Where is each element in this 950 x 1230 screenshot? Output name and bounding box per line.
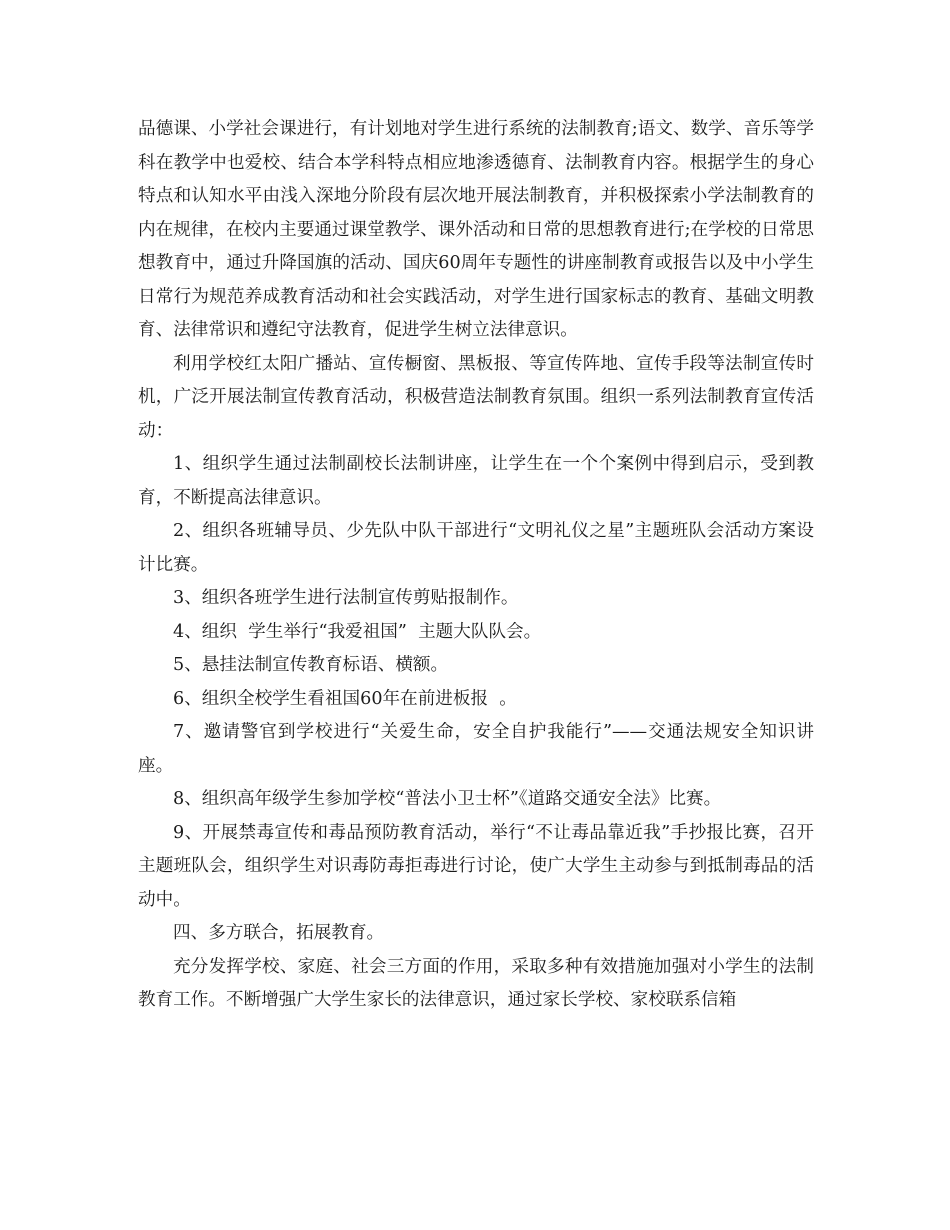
list-item-5: 5、悬挂法制宣传教育标语、横额。 [173, 655, 449, 675]
list-item-6: 6、组织全校学生看祖国60年在前进板报 。 [173, 688, 517, 709]
list-item-8: 8、组织高年级学生参加学校“普法小卫士杯”《道路交通安全法》比赛。 [173, 789, 722, 809]
paragraph-intro: 品德课、小学社会课进行，有计划地对学生进行系统的法制教育;语文、数学、音乐等学科在教学中也爱校、结合本学科特点相应地渗透德育、法制教育内容。根据学生的身心特点和认知水平由浅入深地分阶段有层次地开展法制教育，并积极探索小学法制教育的内在规律，在校内主要通过课堂教学、课外活动和日常的思想教育进行;在学校的日常思想教育中，通过升降国旗的活动、国庆60周年专题性的讲座制教育或报告以及中小学生日常行为规范养成教育活动和社会实践活动，对学生进行国家标志的教育、基础文明教育、法律常识和遵纪守法教育，促进学生树立法律意识。 [138, 119, 814, 340]
list-item-1: 1、组织学生通过法制副校长法制讲座，让学生在一个个案例中得到启示，受到教育，不断提高法律意识。 [138, 454, 814, 508]
list-item-4: 4、组织 学生举行“我爱祖国” 主题大队队会。 [173, 621, 542, 642]
list-item-7: 7、邀请警官到学校进行“关爱生命，安全自护我能行”——交通法规安全知识讲座。 [138, 722, 814, 776]
section-heading-4: 四、多方联合，拓展教育。 [173, 923, 385, 943]
document-page [138, 113, 814, 1018]
paragraph-cooperation: 充分发挥学校、家庭、社会三方面的作用，采取多种有效措施加强对小学生的法制教育工作。不断增强广大学生家长的法律意识，通过家长学校、家校联系信箱 [138, 956, 814, 1010]
list-item-9: 9、开展禁毒宣传和毒品预防教育活动，举行“不让毒品靠近我”手抄报比赛，召开主题班队会，组织学生对识毒防毒拒毒进行讨论，使广大学生主动参与到抵制毒品的活动中。 [138, 822, 814, 910]
paragraph-publicity: 利用学校红太阳广播站、宣传橱窗、黑板报、等宣传阵地、宣传手段等法制宣传时机，广泛开展法制宣传教育活动，积极营造法制教育氛围。组织一系列法制教育宣传活动： [138, 353, 814, 441]
list-item-2: 2、组织各班辅导员、少先队中队干部进行“文明礼仪之星”主题班队会活动方案设计比赛。 [138, 521, 814, 575]
list-item-3: 3、组织各班学生进行法制宣传剪贴报制作。 [173, 588, 519, 608]
